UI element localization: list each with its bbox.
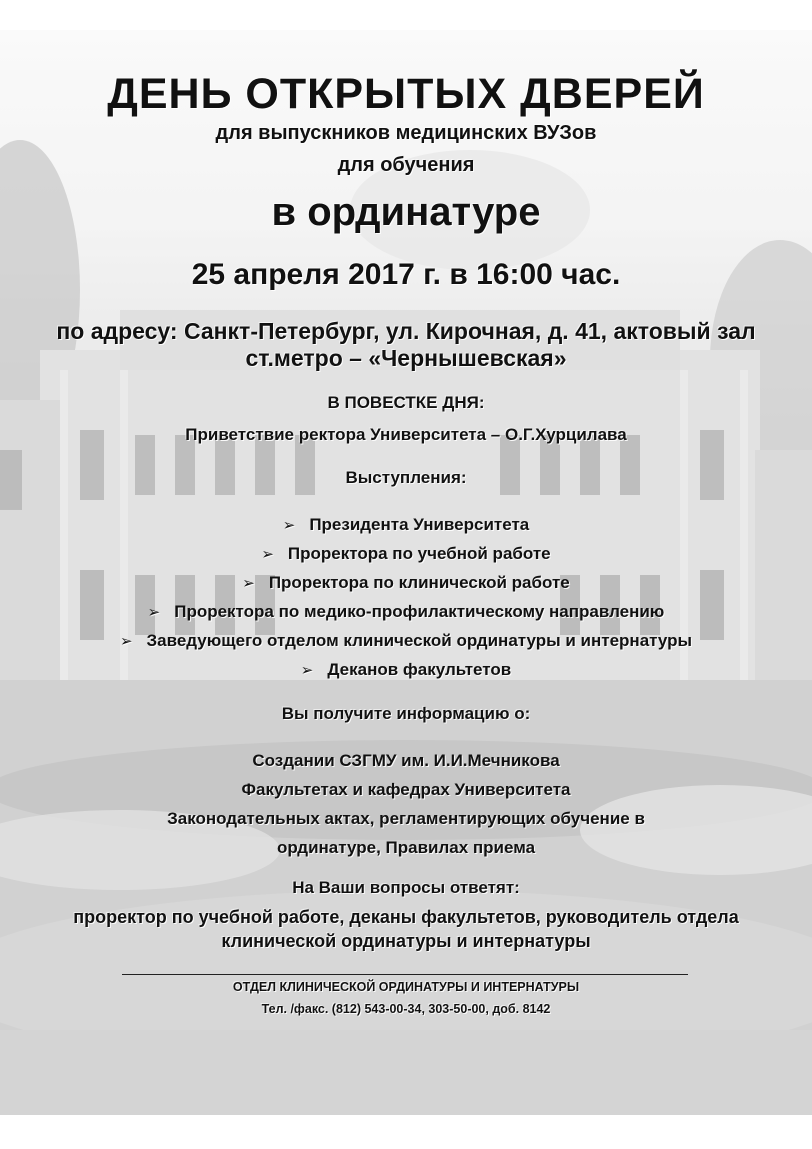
list-item: [0, 597, 812, 626]
arrowhead-bullet-icon: ➢: [147, 604, 161, 621]
list-item: [0, 626, 812, 655]
metro-line: ст.метро – «Чернышевская»: [245, 345, 567, 371]
questions-heading: На Ваши вопросы ответят:: [292, 878, 520, 897]
info-heading: Вы получите информацию о:: [281, 704, 531, 723]
event-title: ДЕНЬ ОТКРЫТЫХ ДВЕРЕЙ: [107, 70, 705, 118]
contact-phone: Тел. /факс. (812) 543-00-34, 303-50-00, доб. 8142: [261, 1002, 551, 1016]
arrowhead-bullet-icon: ➢: [261, 546, 274, 563]
rector-greeting: Приветствие ректора Университета – О.Г.Хурцилава: [185, 425, 627, 444]
program-name: в ординатуре: [271, 190, 541, 234]
address-line: по адресу: Санкт-Петербург, ул. Кирочная, д. 41, актовый зал: [56, 318, 756, 344]
event-date-time: 25 апреля 2017 г. в 16:00 час.: [191, 258, 621, 291]
list-item: [0, 568, 812, 597]
divider: [122, 974, 688, 975]
list-item: ординатуре, Правилах приема: [276, 838, 536, 857]
list-item: [0, 655, 812, 684]
speaker-label: Проректора по медико-профилактическому направлению: [174, 602, 665, 621]
speaker-label: Заведующего отделом клинической ординатуры и интернатуры: [146, 631, 693, 650]
audience-line: для выпускников медицинских ВУЗов: [215, 122, 597, 144]
list-item: [0, 539, 812, 568]
list-item: Законодательных актах, регламентирующих обучение в: [167, 809, 645, 828]
department-name: ОТДЕЛ КЛИНИЧЕСКОЙ ОРДИНАТУРЫ И ИНТЕРНАТУРЫ: [232, 980, 580, 994]
answerers-line-continued: клинической ординатуры и интернатуры: [221, 931, 591, 951]
arrowhead-bullet-icon: ➢: [119, 633, 133, 650]
agenda-heading: В ПОВЕСТКЕ ДНЯ:: [327, 393, 485, 412]
arrowhead-bullet-icon: ➢: [300, 662, 314, 679]
speaker-label: Проректора по учебной работе: [287, 544, 551, 563]
arrowhead-bullet-icon: ➢: [242, 575, 255, 592]
poster: [0, 30, 812, 1115]
list-item: [0, 510, 812, 539]
speeches-heading: Выступления:: [345, 468, 467, 487]
list-item: Создании СЗГМУ им. И.И.Мечникова: [252, 751, 560, 770]
speakers-list: [0, 510, 812, 684]
topics-list: [0, 746, 812, 862]
arrowhead-bullet-icon: ➢: [282, 517, 296, 534]
speaker-label: Проректора по клинической работе: [268, 573, 570, 592]
speaker-label: Деканов факультетов: [327, 660, 512, 679]
list-item: Факультетах и кафедрах Университета: [241, 780, 571, 799]
speaker-label: Президента Университета: [309, 515, 530, 534]
answerers-line: проректор по учебной работе, деканы факультетов, руководитель отдела: [73, 907, 739, 927]
purpose-line: для обучения: [337, 154, 475, 176]
